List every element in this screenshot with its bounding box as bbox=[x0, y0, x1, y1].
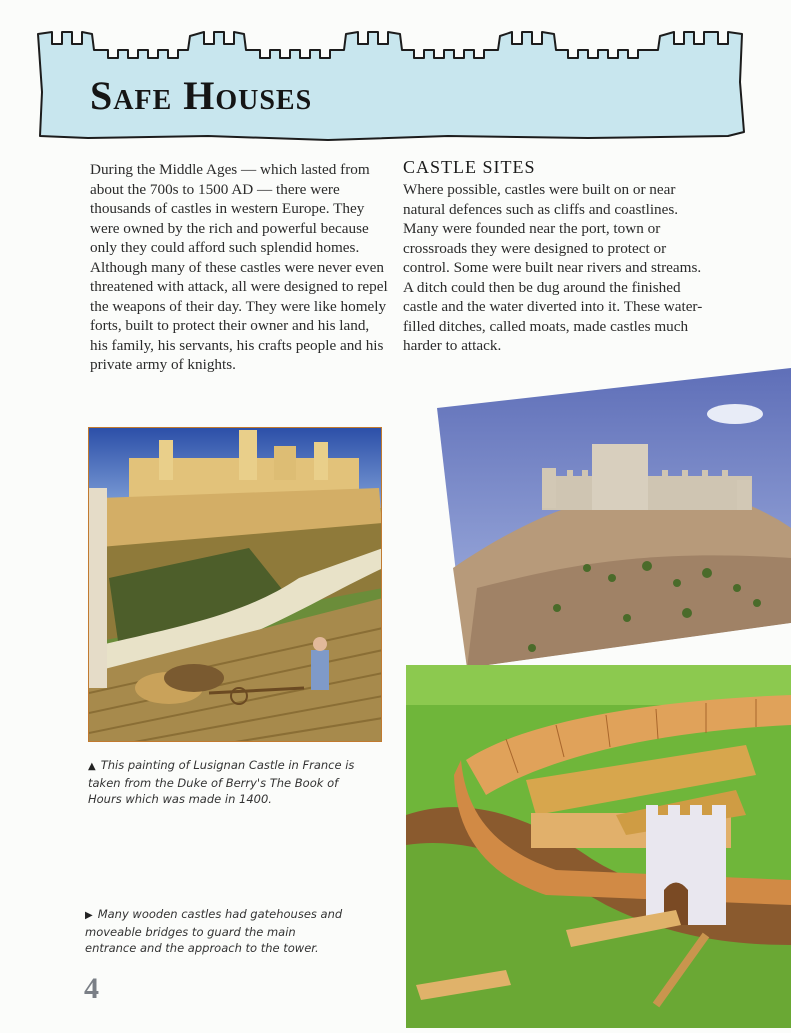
triangle-up-icon: ▲ bbox=[88, 761, 96, 772]
castle-sites-heading: CASTLE SITES bbox=[403, 157, 536, 177]
castle-sites-paragraph: Where possible, castles were built on or near natural defences such as cliffs and coastlines. Many were founded near the port, town or crossroads they were designed to protect or control. Some were built near rivers and streams. A ditch could then be dug around the finished castle and the water diverted into it. These water-filled ditches, called moats, made castles much harder to attack. bbox=[403, 181, 703, 354]
painting-caption-text: This painting of Lusignan Castle in France is taken from the Duke of Berry's The Book of Hours which was made in 1400. bbox=[88, 758, 355, 806]
illustration-image bbox=[406, 665, 791, 1028]
lusignan-castle-painting bbox=[88, 427, 382, 742]
title-banner bbox=[28, 22, 758, 152]
intro-paragraph: During the Middle Ages — which lasted from about the 700s to 1500 AD — there were thousands of castles in western Europe. They were owned by the rich and powerful because only they could afford such splendid homes. Although many of these castles were never even threatened with attack, all were designed to repel the weapons of their day. They were like homely forts, built to protect their owner and his land, his family, his servants, his crafts people and his private army of knights. bbox=[90, 161, 388, 373]
wooden-castle-caption-text: Many wooden castles had gatehouses and moveable bridges to guard the main entrance and the approach to the tower. bbox=[85, 907, 343, 955]
hilltop-castle-photo bbox=[437, 368, 791, 668]
painting-image bbox=[89, 428, 382, 742]
wooden-castle-illustration bbox=[406, 665, 791, 1028]
painting-caption bbox=[88, 757, 368, 807]
triangle-right-icon: ▶ bbox=[85, 910, 93, 921]
page-number: 4 bbox=[84, 972, 99, 1005]
photo-image bbox=[437, 368, 791, 668]
wooden-castle-caption bbox=[85, 906, 345, 956]
page-title: Safe Houses bbox=[90, 73, 313, 118]
